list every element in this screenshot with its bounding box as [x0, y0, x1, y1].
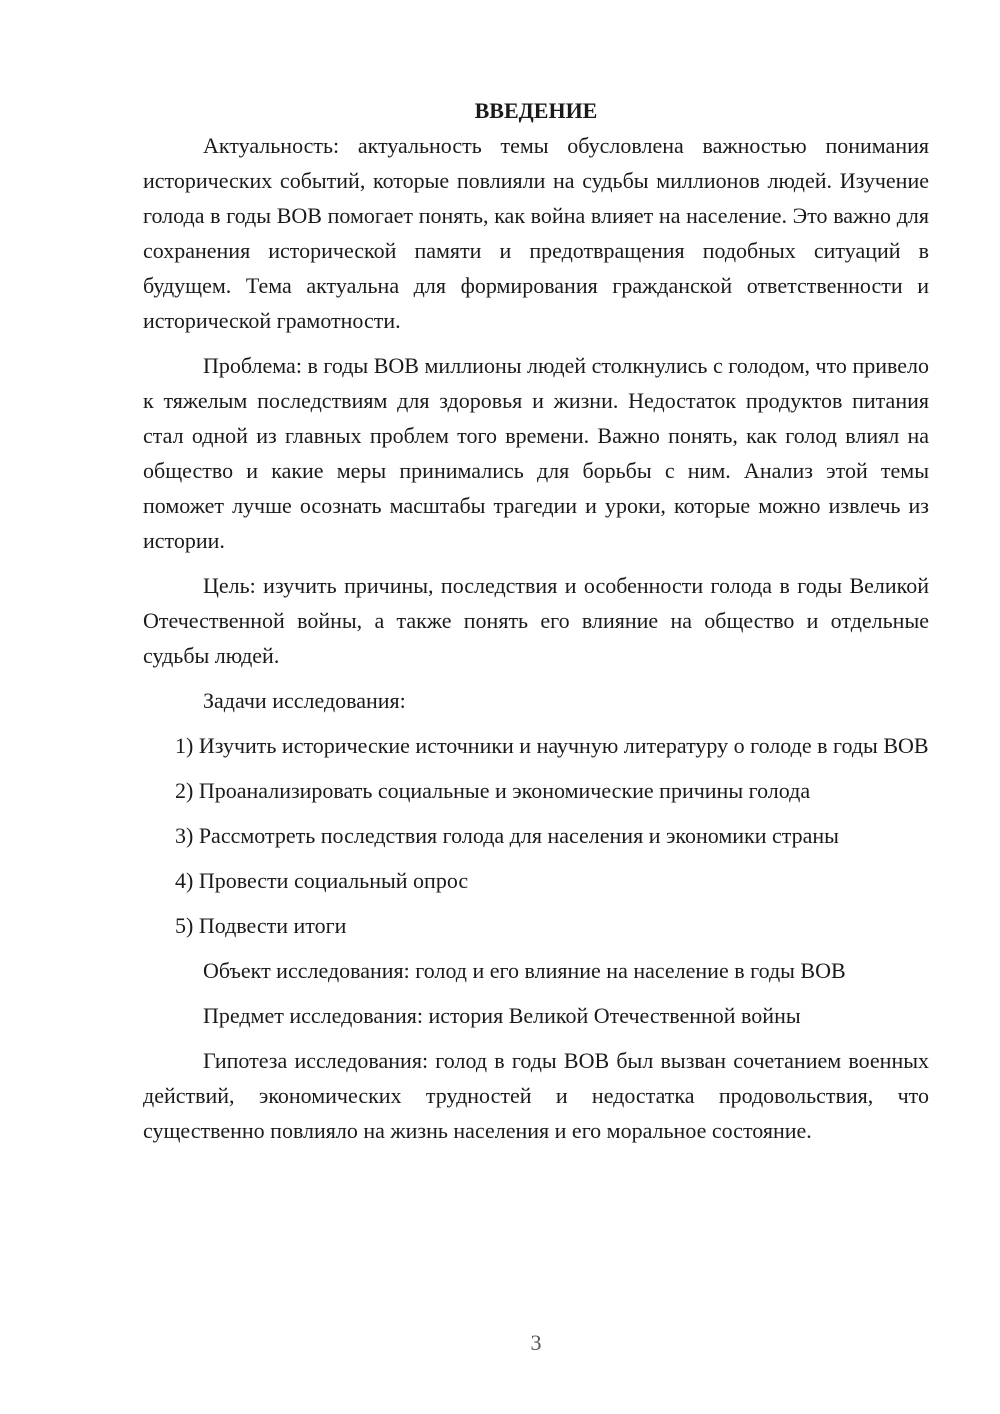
research-object: Объект исследования: голод и его влияние на население в годы ВОВ	[203, 958, 846, 983]
task-item-2: 2) Проанализировать социальные и экономические причины голода	[175, 778, 811, 803]
task-item-1: 1) Изучить исторические источники и научную литературу о голоде в годы ВОВ	[175, 733, 929, 758]
document-page	[143, 93, 929, 1158]
problem-paragraph: Проблема: в годы ВОВ миллионы людей столкнулись с голодом, что привело к тяжелым последствиям для здоровья и жизни. Недостаток продуктов питания стал одной из главных проблем того времени. Важно понять, как голод влиял на общество и какие меры принимались для борьбы с ним. Анализ этой темы поможет лучше осознать масштабы трагедии и уроки, которые можно извлечь из истории.	[143, 353, 929, 553]
hypothesis-paragraph: Гипотеза исследования: голод в годы ВОВ был вызван сочетанием военных действий, экономических трудностей и недостатка продовольствия, что существенно повлияло на жизнь населения и его моральное состояние.	[143, 1048, 929, 1143]
research-subject: Предмет исследования: история Великой Отечественной войны	[203, 1003, 801, 1028]
section-title: ВВЕДЕНИЕ	[474, 98, 598, 123]
task-item-5: 5) Подвести итоги	[175, 913, 347, 938]
task-item-3: 3) Рассмотреть последствия голода для населения и экономики страны	[175, 823, 839, 848]
goal-paragraph: Цель: изучить причины, последствия и особенности голода в годы Великой Отечественной войны, а также понять его влияние на общество и отдельные судьбы людей.	[143, 573, 929, 668]
tasks-heading: Задачи исследования:	[203, 688, 406, 713]
task-item-4: 4) Провести социальный опрос	[175, 868, 469, 893]
relevance-paragraph: Актуальность: актуальность темы обусловлена важностью понимания исторических событий, которые повлияли на судьбы миллионов людей. Изучение голода в годы ВОВ помогает понять, как война влияет на население. Это важно для сохранения исторической памяти и предотвращения подобных ситуаций в будущем. Тема актуальна для формирования гражданской ответственности и исторической грамотности.	[143, 133, 929, 333]
page-number: 3	[530, 1330, 542, 1355]
